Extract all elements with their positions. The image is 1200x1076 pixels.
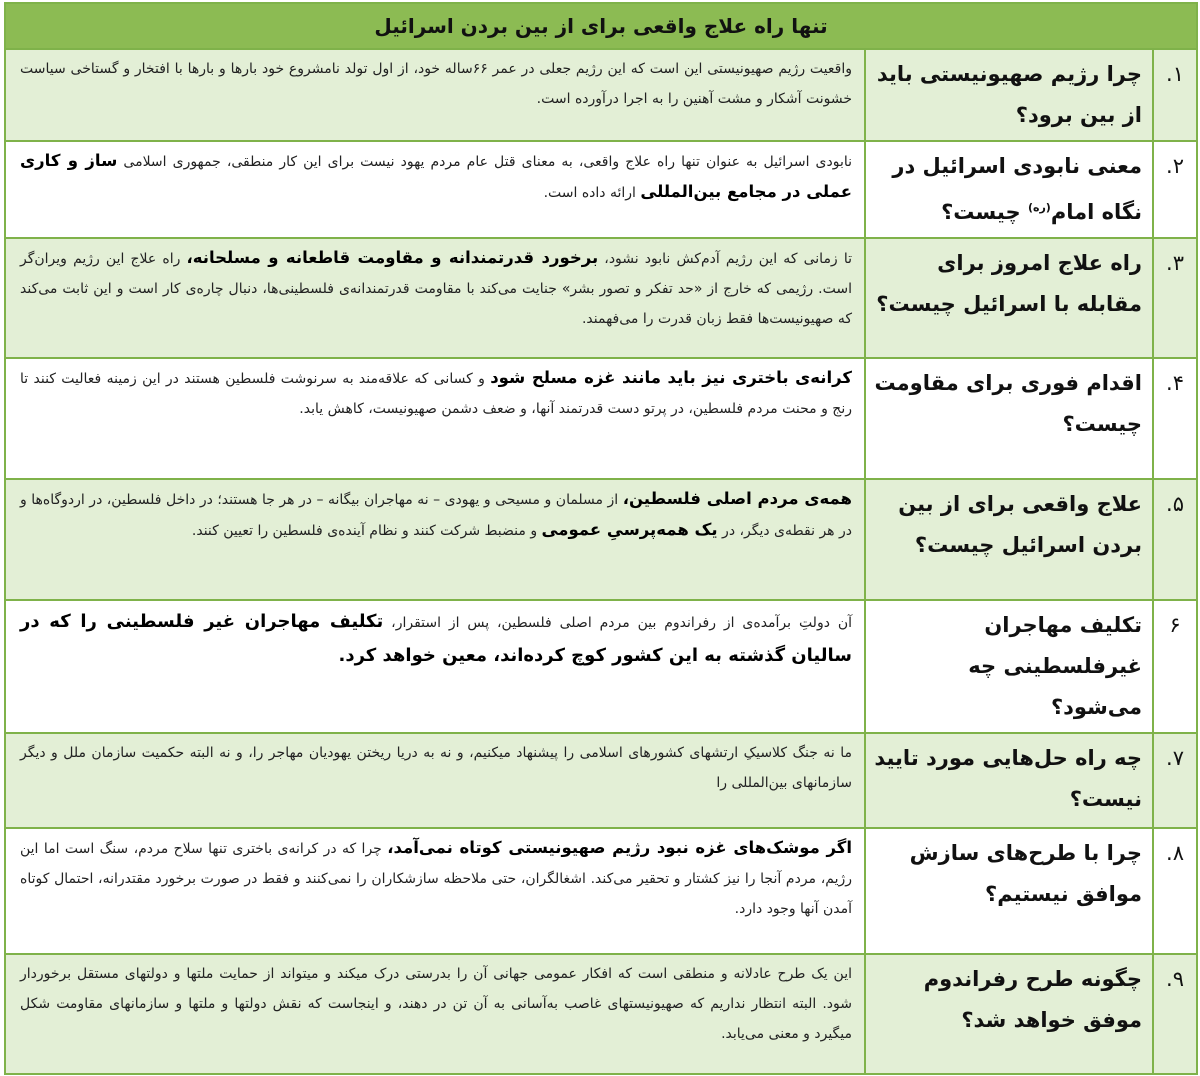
- table-row: [5, 238, 1197, 358]
- row-question: علاج واقعی برای از بین بردن اسرائیل چیست؟: [865, 479, 1153, 600]
- row-answer: [5, 141, 865, 238]
- answer-bold-text: کرانه‌ی باختری نیز باید مانند غزه مسلح شود: [490, 368, 852, 387]
- answer-text: ما نه جنگ کلاسیکِ ارتشهای کشورهای اسلامی را پیشنهاد میکنیم، و نه به دریا ریختن یهودیان مهاجر را، و نه البته حکمیت سازمان ملل و دیگر سازمانهای بین‌المللی را: [20, 745, 852, 791]
- row-question: چگونه طرح رفراندوم موفق خواهد شد؟: [865, 954, 1153, 1074]
- row-number: ۳.: [1153, 238, 1197, 358]
- answer-text: نابودی اسرائیل به عنوان تنها راه علاج واقعی، به معنای قتل عام مردم یهود نیست برای این کار منطقی، جمهوری اسلامی: [117, 154, 853, 170]
- row-number: ۸.: [1153, 828, 1197, 954]
- row-answer: [5, 828, 865, 954]
- row-number: ۱.: [1153, 49, 1197, 141]
- row-question: اقدام فوری برای مقاومت چیست؟: [865, 358, 1153, 479]
- qa-table: [4, 2, 1198, 1075]
- table-row: [5, 600, 1197, 733]
- table-row: [5, 954, 1197, 1074]
- row-answer: [5, 954, 865, 1074]
- row-question: چه راه حل‌هایی مورد تایید نیست؟: [865, 733, 1153, 828]
- answer-text: چرا که در کرانه‌ی باختری تنها سلاح مردم، سنگ است اما این رژیم، مردم آنجا را نیز کشتار و تحقیر می‌کند. اشغالگران، حتی ملاحظه سازشکاران را نمی‌کنند و فقط در صورت برخورد مقتدرانه، احتمال کوتاه آمدن آنها وجود دارد.: [20, 841, 852, 917]
- row-number: ۵.: [1153, 479, 1197, 600]
- answer-emphasis-text: تکلیف مهاجران غیر فلسطینی را که در سالیان گذشته به این کشور کوچ کرده‌اند، معین خواهد کرد.: [20, 611, 852, 666]
- answer-text: این یک طرح عادلانه و منطقی است که افکار عمومی جهانی آن را بدرستی درک میکند و میتواند از حمایت ملتها و دولتهای مستقل برخوردار شود. البته انتظار نداریم که صهیونیستهای غاصب به‌آسانی به آن تن در دهند، و اینجاست که نقش دولتها و ملتها و سازمانهای مقاومت شکل میگیرد و معنی می‌یابد.: [20, 966, 852, 1042]
- answer-text: ارائه داده است.: [543, 185, 641, 201]
- table-row: [5, 358, 1197, 479]
- row-question: [865, 141, 1153, 238]
- answer-text: واقعیت رژیم صهیونیستی این است که این رژیم جعلی در عمر ۶۶ساله خود، از اول تولد نامشروع خود بارها و بارها با افتخار و گستاخی سیاست خشونت آشکار و مشت آهنین را به اجرا درآورده است.: [20, 61, 852, 107]
- row-answer: [5, 479, 865, 600]
- row-number: ۶: [1153, 600, 1197, 733]
- row-answer: [5, 49, 865, 141]
- row-answer: [5, 238, 865, 358]
- table-row: [5, 733, 1197, 828]
- question-text-end: چیست؟: [941, 200, 1028, 224]
- row-question: راه علاج امروز برای مقابله با اسرائیل چیست؟: [865, 238, 1153, 358]
- answer-text: و منضبط شرکت کنند و نظام آینده‌ی فلسطین را تعیین کنند.: [191, 523, 542, 539]
- row-question: تکلیف مهاجران غیرفلسطینی چه می‌شود؟: [865, 600, 1153, 733]
- honorific-superscript: (ره): [1027, 201, 1051, 214]
- answer-bold-text: همه‌ی مردم اصلی فلسطین،: [622, 489, 852, 508]
- document-page: [4, 2, 1196, 1075]
- answer-text: آن دولتِ برآمده‌ی از رفراندوم بین مردم اصلی فلسطین، پس از استقرار،: [383, 615, 853, 631]
- answer-text: و کسانی که علاقه‌مند به سرنوشت فلسطین هستند در این زمینه فعالیت کنند تا رنج و محنت مردم فلسطین، در پرتو دست قدرتمند آنها، و ضعف دشمن صهیونیست، کاهش یابد.: [20, 371, 852, 417]
- answer-bold-text: برخورد قدرتمندانه و مقاومت قاطعانه و مسلحانه،: [186, 248, 599, 267]
- row-number: ۹.: [1153, 954, 1197, 1074]
- answer-bold-text: یک همه‌پرسیِ عمومی: [541, 520, 718, 539]
- answer-bold-text: ساز و کاری عملی در مجامع بین‌المللی: [20, 151, 852, 201]
- row-number: ۲.: [1153, 141, 1197, 238]
- table-row: [5, 49, 1197, 141]
- answer-bold-text: اگر موشک‌های غزه نبود رژیم صهیونیستی کوتاه نمی‌آمد،: [387, 838, 852, 857]
- row-question: چرا رژیم صهیونیستی باید از بین برود؟: [865, 49, 1153, 141]
- table-title: تنها راه علاج واقعی برای از بین بردن اسرائیل: [5, 3, 1197, 49]
- answer-text: از مسلمان و مسیحی و یهودی – نه مهاجران بیگانه – در هر جا هستند؛ در داخل فلسطین، در اردوگاه‌ها و در هر نقطه‌ی دیگر، در: [20, 492, 852, 539]
- row-question: چرا با طرح‌های سازش موافق نیستیم؟: [865, 828, 1153, 954]
- answer-text: راه علاج این رژیم ویران‌گر است. رژیمی که خارج از «حد تفکر و تصور بشر» جنایت می‌کند با مقاومت قدرتمندانه‌ی فلسطینی‌ها، دنبال چاره‌ی کار است و این ثابت می‌کند که صهیونیست‌ها فقط زبان قدرت را می‌فهمند.: [20, 251, 852, 327]
- table-row: [5, 479, 1197, 600]
- row-answer: [5, 600, 865, 733]
- question-text: معنی نابودی اسرائیل در نگاه امام: [892, 154, 1142, 224]
- row-answer: [5, 358, 865, 479]
- row-number: ۴.: [1153, 358, 1197, 479]
- row-answer: [5, 733, 865, 828]
- row-number: ۷.: [1153, 733, 1197, 828]
- answer-text: تا زمانی که این رژیم آدم‌کش نابود نشود،: [598, 251, 852, 267]
- table-row: [5, 828, 1197, 954]
- table-row: [5, 141, 1197, 238]
